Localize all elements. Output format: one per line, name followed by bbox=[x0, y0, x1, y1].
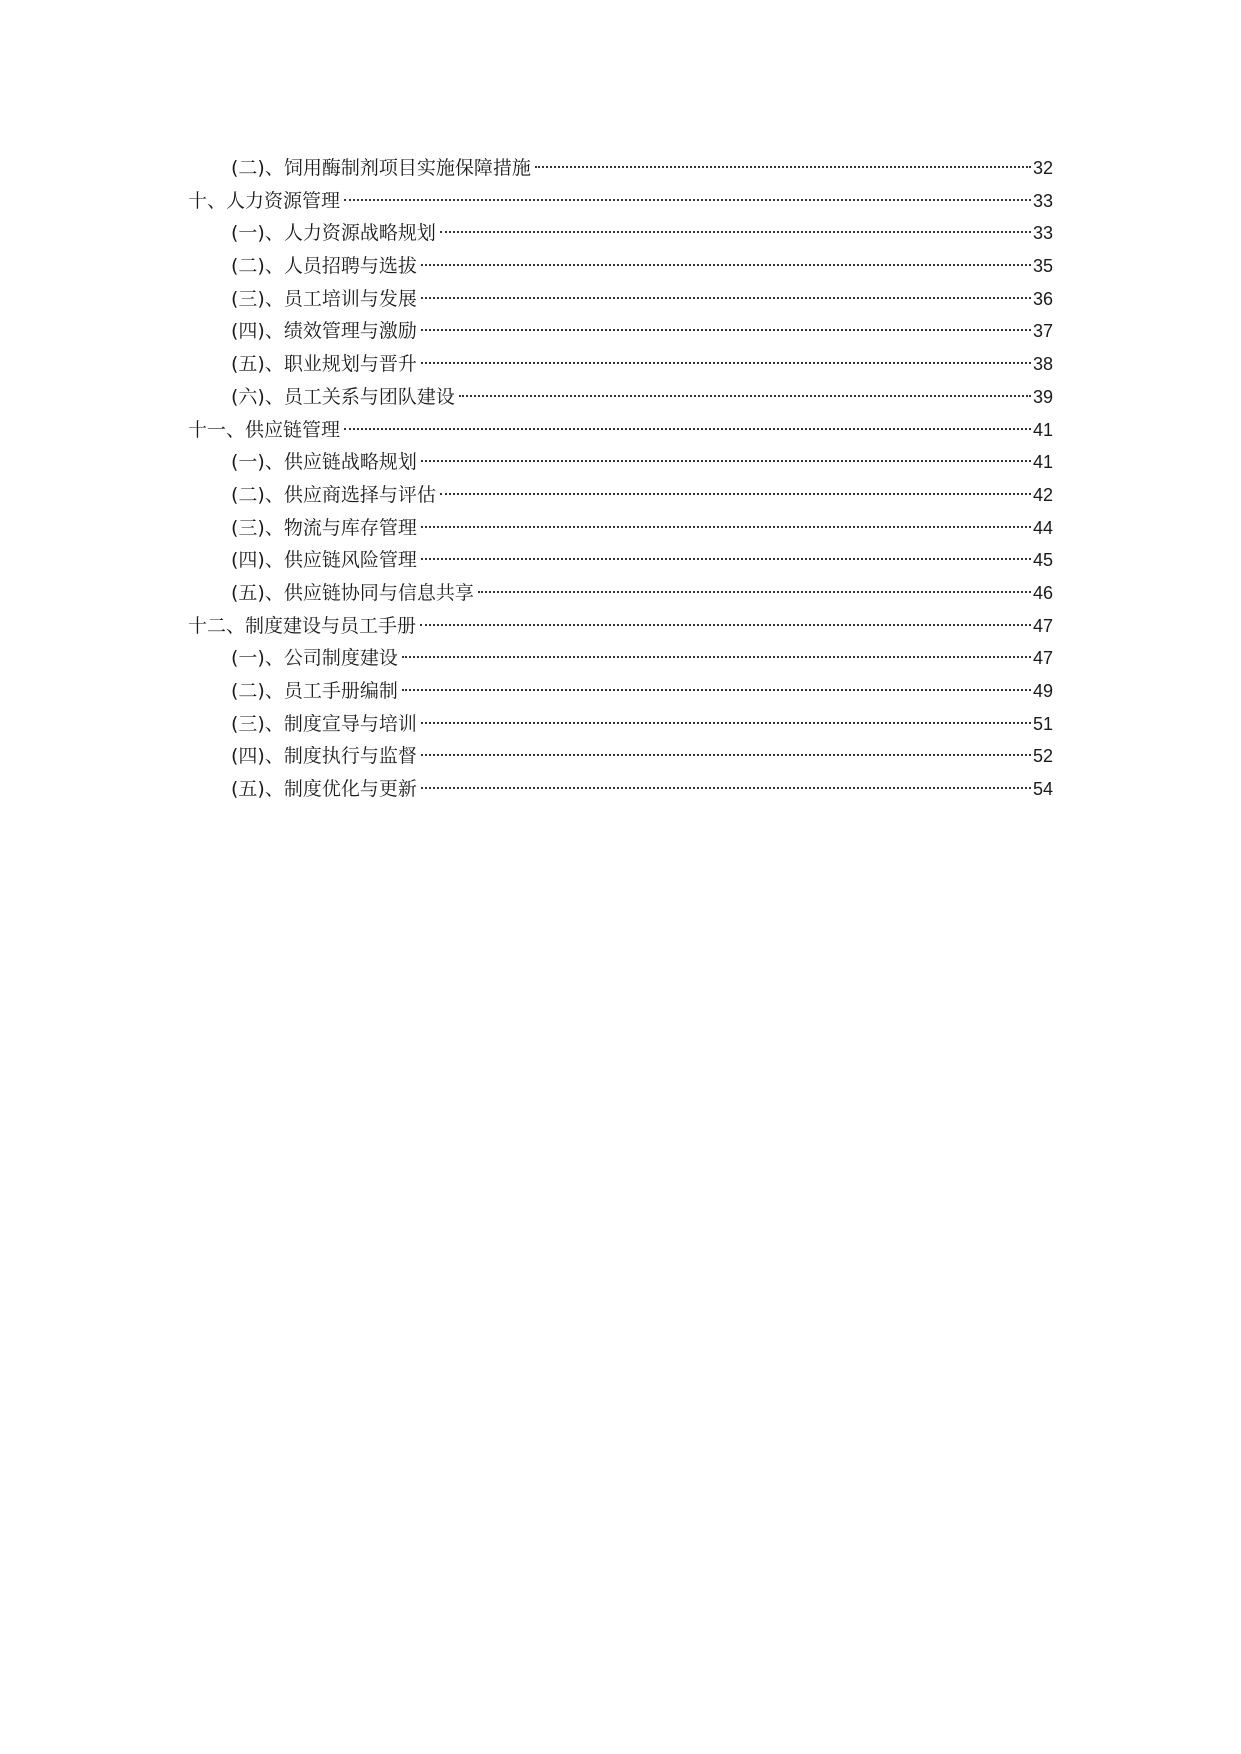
toc-dot-leader bbox=[421, 754, 1031, 756]
toc-entry[interactable] bbox=[188, 414, 1053, 447]
toc-page-number: 41 bbox=[1032, 419, 1053, 440]
toc-page-number: 37 bbox=[1032, 321, 1053, 342]
toc-entry-title: 十一、供应链管理 bbox=[188, 418, 341, 441]
toc-entry[interactable] bbox=[188, 250, 1053, 283]
toc-dot-leader bbox=[402, 656, 1031, 658]
toc-page-number: 35 bbox=[1032, 256, 1053, 277]
toc-entry-title: (一)、人力资源战略规划 bbox=[231, 222, 436, 245]
toc-entry[interactable] bbox=[188, 740, 1053, 773]
toc-dot-leader bbox=[421, 264, 1031, 266]
toc-entry[interactable] bbox=[188, 283, 1053, 316]
toc-dot-leader bbox=[420, 624, 1031, 626]
toc-entry-title: 十二、制度建设与员工手册 bbox=[188, 614, 417, 637]
toc-page-number: 54 bbox=[1032, 779, 1053, 800]
toc-page-number: 52 bbox=[1032, 746, 1053, 767]
toc-dot-leader bbox=[440, 231, 1031, 233]
toc-entry[interactable] bbox=[188, 512, 1053, 545]
toc-entry-title: (二)、供应商选择与评估 bbox=[231, 483, 436, 506]
toc-dot-leader bbox=[402, 689, 1031, 691]
toc-entry-title: (五)、制度优化与更新 bbox=[231, 778, 417, 801]
toc-page-number: 45 bbox=[1032, 550, 1053, 571]
toc-entry-title: (五)、职业规划与晋升 bbox=[231, 353, 417, 376]
toc-dot-leader bbox=[421, 297, 1031, 299]
toc-dot-leader bbox=[344, 199, 1031, 201]
toc-entry[interactable] bbox=[188, 381, 1053, 414]
toc-entry-title: (二)、人员招聘与选拔 bbox=[231, 255, 417, 278]
toc-entry[interactable] bbox=[188, 773, 1053, 806]
toc-entry[interactable] bbox=[188, 446, 1053, 479]
toc-page-number: 47 bbox=[1032, 648, 1053, 669]
toc-page-number: 36 bbox=[1032, 288, 1053, 309]
toc-dot-leader bbox=[421, 558, 1031, 560]
toc-page-number: 44 bbox=[1032, 517, 1053, 538]
toc-page-number: 32 bbox=[1032, 158, 1053, 178]
toc-page-number: 49 bbox=[1032, 681, 1053, 701]
toc-entry-title: (三)、员工培训与发展 bbox=[231, 287, 417, 310]
toc-entry[interactable] bbox=[188, 152, 1053, 185]
toc-entry[interactable] bbox=[188, 217, 1053, 250]
table-of-contents bbox=[188, 152, 1053, 806]
toc-entry[interactable] bbox=[188, 544, 1053, 577]
toc-page-number: 42 bbox=[1032, 484, 1053, 505]
toc-entry-title: (二)、员工手册编制 bbox=[231, 680, 398, 702]
toc-entry[interactable] bbox=[188, 642, 1053, 675]
toc-entry[interactable] bbox=[188, 315, 1053, 348]
toc-entry-title: (一)、供应链战略规划 bbox=[231, 451, 417, 474]
toc-dot-leader bbox=[459, 395, 1031, 397]
toc-entry[interactable] bbox=[188, 675, 1053, 708]
toc-dot-leader bbox=[478, 591, 1031, 593]
toc-entry-title: (四)、制度执行与监督 bbox=[231, 745, 417, 768]
toc-entry[interactable] bbox=[188, 479, 1053, 512]
toc-entry[interactable] bbox=[188, 577, 1053, 610]
toc-entry-title: (一)、公司制度建设 bbox=[231, 647, 398, 670]
toc-dot-leader bbox=[421, 329, 1031, 331]
toc-entry-title: (三)、物流与库存管理 bbox=[231, 516, 417, 539]
toc-dot-leader bbox=[421, 526, 1031, 528]
toc-dot-leader bbox=[421, 787, 1031, 789]
toc-dot-leader bbox=[421, 362, 1031, 364]
toc-entry-title: (六)、员工关系与团队建设 bbox=[231, 385, 455, 408]
toc-page-number: 38 bbox=[1032, 354, 1053, 375]
toc-dot-leader bbox=[440, 493, 1031, 495]
toc-page-number: 33 bbox=[1032, 190, 1053, 211]
toc-entry-title: 十、人力资源管理 bbox=[188, 189, 341, 212]
toc-entry[interactable] bbox=[188, 610, 1053, 643]
toc-entry[interactable] bbox=[188, 708, 1053, 741]
toc-entry[interactable] bbox=[188, 348, 1053, 381]
toc-entry-title: (五)、供应链协同与信息共享 bbox=[231, 581, 474, 604]
toc-dot-leader bbox=[344, 428, 1031, 430]
toc-entry-title: (三)、制度宣导与培训 bbox=[231, 712, 417, 735]
toc-entry-title: (四)、绩效管理与激励 bbox=[231, 320, 417, 343]
toc-dot-leader bbox=[421, 722, 1031, 724]
toc-dot-leader bbox=[421, 460, 1031, 462]
toc-entry-title: (四)、供应链风险管理 bbox=[231, 549, 417, 572]
toc-page-number: 46 bbox=[1032, 582, 1053, 603]
toc-page-number: 47 bbox=[1032, 615, 1053, 636]
toc-page-number: 39 bbox=[1032, 386, 1053, 407]
toc-entry-title: (二)、饲用酶制剂项目实施保障措施 bbox=[231, 157, 531, 179]
toc-entry[interactable] bbox=[188, 185, 1053, 218]
toc-dot-leader bbox=[535, 166, 1031, 168]
toc-page-number: 41 bbox=[1032, 452, 1053, 473]
toc-page-number: 51 bbox=[1032, 713, 1053, 734]
toc-page-number: 33 bbox=[1032, 223, 1053, 244]
